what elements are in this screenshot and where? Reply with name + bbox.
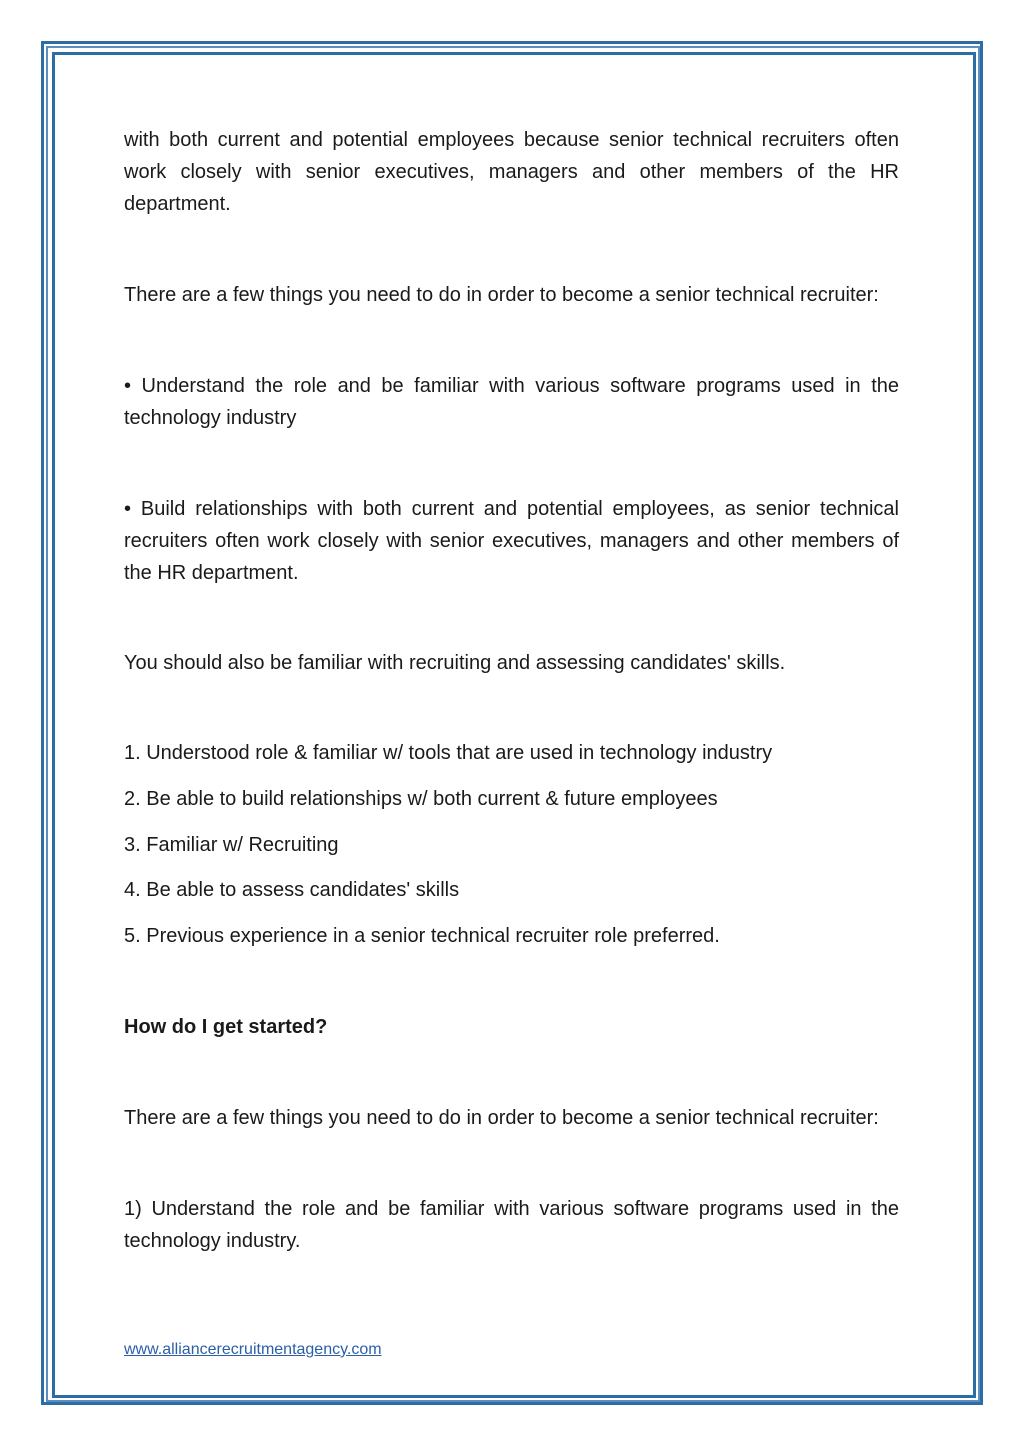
- list-item: 1. Understood role & familiar w/ tools that are used in technology industry: [124, 742, 773, 764]
- list-item: 5. Previous experience in a senior technical recruiter role preferred.: [124, 925, 720, 947]
- paragraph-step-one: 1) Understand the role and be familiar with various software programs used in the technology industry.: [124, 1198, 899, 1252]
- list-item: 3. Familiar w/ Recruiting: [124, 834, 339, 856]
- paragraph-getting-started: There are a few things you need to do in order to become a senior technical recruiter:: [124, 1107, 879, 1129]
- paragraph-recruiting-skills: You should also be familiar with recruiting and assessing candidates' skills.: [124, 652, 786, 674]
- document-body: [124, 124, 899, 1257]
- bullet-understand-role: • Understand the role and be familiar with various software programs used in the technology industry: [124, 375, 899, 429]
- paragraph-intro-continued: with both current and potential employees because senior technical recruiters often work closely with senior executives, managers and other members of the HR department.: [124, 129, 899, 215]
- footer-website-link[interactable]: www.alliancerecruitmentagency.com: [124, 1341, 382, 1358]
- numbered-list: [124, 737, 899, 952]
- list-item: 2. Be able to build relationships w/ both current & future employees: [124, 788, 718, 810]
- section-heading: How do I get started?: [124, 1016, 328, 1038]
- bullet-build-relationships: • Build relationships with both current and potential employees, as senior technical recruiters often work closely with senior executives, managers and other members of the HR department.: [124, 498, 899, 584]
- list-item: 4. Be able to assess candidates' skills: [124, 879, 460, 901]
- paragraph-requirements-intro: There are a few things you need to do in order to become a senior technical recruiter:: [124, 284, 879, 306]
